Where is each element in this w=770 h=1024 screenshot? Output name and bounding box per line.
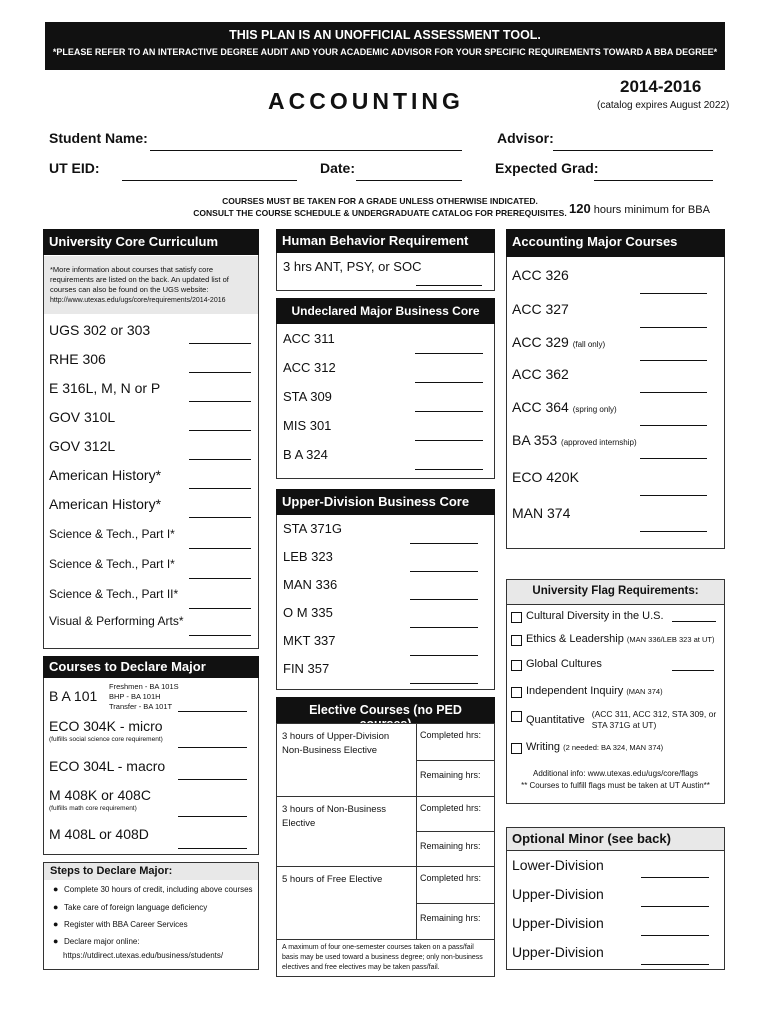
major-course xyxy=(512,301,569,317)
major-course-blank[interactable] xyxy=(640,360,707,361)
ut-eid-label: UT EID: xyxy=(49,160,100,176)
step-bullet: ● xyxy=(53,884,59,894)
undeclared-course-blank[interactable] xyxy=(415,440,483,441)
banner-line-1: THIS PLAN IS AN UNOFFICIAL ASSESSMENT TOOL. xyxy=(229,28,541,42)
ba101-course: B A 101 xyxy=(49,688,98,704)
step-item: Register with BBA Career Services xyxy=(64,920,188,929)
minor-item-blank[interactable] xyxy=(641,935,709,936)
flag-name: Independent Inquiry xyxy=(526,685,624,697)
undeclared-course: STA 309 xyxy=(283,389,332,404)
minor-item: Upper-Division xyxy=(512,915,604,931)
student-name-label: Student Name: xyxy=(49,130,148,146)
upper-course-blank[interactable] xyxy=(410,599,478,600)
major-course xyxy=(512,432,637,448)
flag-note: (ACC 311, ACC 312, STA 309, or STA 371G at UT) xyxy=(591,709,717,730)
major-course-name: ACC 364 xyxy=(512,399,569,415)
m408l-course: M 408L or 408D xyxy=(49,826,149,842)
upper-course: FIN 357 xyxy=(283,661,330,676)
elective-note: A maximum of four one-semester courses taken on a pass/fail basis may be used toward a business degree; only non-business electives and free electives may be taken pass/fail. xyxy=(282,944,483,971)
major-course xyxy=(512,366,569,382)
elective-row-divider xyxy=(276,866,495,867)
core-course: GOV 310L xyxy=(49,409,116,425)
major-course-name: ACC 327 xyxy=(512,301,569,317)
elective-completed-label: Completed hrs: xyxy=(420,730,482,740)
expected-grad-field[interactable] xyxy=(594,180,713,181)
upper-course-blank[interactable] xyxy=(410,655,478,656)
core-course-blank[interactable] xyxy=(189,401,251,402)
elective-remaining-label: Remaining hrs: xyxy=(420,913,481,923)
elective-mid-divider xyxy=(416,760,495,761)
core-course-blank[interactable] xyxy=(189,459,251,460)
flag-item xyxy=(526,610,664,622)
date-label: Date: xyxy=(320,160,356,176)
upper-course-blank[interactable] xyxy=(410,627,478,628)
major-course-blank[interactable] xyxy=(640,327,707,328)
core-course: American History* xyxy=(49,467,162,483)
major-course-blank[interactable] xyxy=(640,392,707,393)
upper-course-blank[interactable] xyxy=(410,543,478,544)
eco304k-note: (fulfills social science core requirement) xyxy=(49,736,163,743)
ba101-blank[interactable] xyxy=(178,711,247,712)
core-info-text: *More information about courses that satisfy core requirements are listed on the back. An updated list of courses can also be found on the UGS website: xyxy=(50,265,229,294)
upper-core-title: Upper-Division Business Core xyxy=(276,489,495,515)
flags-title: University Flag Requirements: xyxy=(532,585,699,597)
core-course-blank[interactable] xyxy=(189,578,251,579)
minor-item-blank[interactable] xyxy=(641,906,709,907)
undeclared-course: ACC 311 xyxy=(283,331,335,346)
flag-item xyxy=(526,709,717,731)
undeclared-course: ACC 312 xyxy=(283,360,336,375)
major-course-name: ACC 329 xyxy=(512,334,569,350)
core-course: UGS 302 or 303 xyxy=(49,322,151,338)
step-bullet: ● xyxy=(53,919,59,929)
flag-blank-global[interactable] xyxy=(672,670,714,671)
core-course: Science & Tech., Part II* xyxy=(49,587,179,601)
expected-grad-label: Expected Grad: xyxy=(495,160,599,176)
flag-item xyxy=(526,658,602,670)
eco304k-blank[interactable] xyxy=(178,747,247,748)
flag-blank-cultural[interactable] xyxy=(672,621,716,622)
student-name-field[interactable] xyxy=(150,150,462,151)
core-curriculum-title: University Core Curriculum xyxy=(43,229,259,255)
major-course-name: ACC 362 xyxy=(512,366,569,382)
flag-note: (MAN 336/LEB 323 at UT) xyxy=(626,635,715,644)
upper-course: LEB 323 xyxy=(283,549,333,564)
elective-completed-label: Completed hrs: xyxy=(420,873,482,883)
upper-course-blank[interactable] xyxy=(410,683,478,684)
flag-name: Cultural Diversity in the U.S. xyxy=(526,610,664,622)
minor-item: Lower-Division xyxy=(512,857,604,873)
core-course-blank[interactable] xyxy=(189,548,251,549)
core-course: GOV 312L xyxy=(49,438,116,454)
m408k-course: M 408K or 408C xyxy=(49,787,151,803)
flag-checkbox[interactable] xyxy=(511,711,522,722)
major-course xyxy=(512,334,605,350)
ba101-note-1: Freshmen - BA 101S xyxy=(109,682,179,691)
page-title: ACCOUNTING xyxy=(268,88,464,114)
elective-title: Elective Courses (no PED courses) xyxy=(276,697,495,723)
core-course: Science & Tech., Part I* xyxy=(49,527,175,541)
eco304k-course: ECO 304K - micro xyxy=(49,718,163,734)
undeclared-course: MIS 301 xyxy=(283,418,332,433)
flag-checkbox[interactable] xyxy=(511,660,522,671)
minor-item-blank[interactable] xyxy=(641,877,709,878)
step-item: Complete 30 hours of credit, including above courses xyxy=(64,885,253,894)
flag-name: Ethics & Leadership xyxy=(526,633,624,645)
step-item: Declare major online: xyxy=(64,937,140,946)
major-course-blank[interactable] xyxy=(640,458,707,459)
flag-name: Writing xyxy=(526,741,561,753)
minor-title: Optional Minor (see back) xyxy=(512,831,671,846)
minor-item: Upper-Division xyxy=(512,944,604,960)
flag-checkbox[interactable] xyxy=(511,743,522,754)
advisor-field[interactable] xyxy=(553,150,713,151)
notice-line-2: CONSULT THE COURSE SCHEDULE & UNDERGRADUATE CATALOG FOR PREREQUISITES. xyxy=(193,208,567,218)
undeclared-course-blank[interactable] xyxy=(415,382,483,383)
upper-course: O M 335 xyxy=(283,605,333,620)
m408k-note: (fulfills math core requirement) xyxy=(49,805,137,812)
major-course-note: (spring only) xyxy=(572,405,617,414)
elective-completed-label: Completed hrs: xyxy=(420,803,482,813)
major-course-blank[interactable] xyxy=(640,425,707,426)
major-title: Accounting Major Courses xyxy=(506,229,725,257)
ut-eid-field[interactable] xyxy=(122,180,297,181)
step-bullet: ● xyxy=(53,936,59,946)
core-course-blank[interactable] xyxy=(189,343,251,344)
core-course: Science & Tech., Part I* xyxy=(49,557,175,571)
top-banner xyxy=(45,22,725,70)
major-course-note: (approved internship) xyxy=(561,438,637,447)
elective-remaining-label: Remaining hrs: xyxy=(420,841,481,851)
flag-checkbox[interactable] xyxy=(511,687,522,698)
flag-note: (MAN 374) xyxy=(626,687,663,696)
date-field[interactable] xyxy=(356,180,462,181)
undeclared-core-title: Undeclared Major Business Core xyxy=(276,298,495,324)
upper-course-blank[interactable] xyxy=(410,571,478,572)
core-course: American History* xyxy=(49,496,162,512)
flag-item xyxy=(526,741,663,753)
elective-desc: 5 hours of Free Elective xyxy=(282,874,383,885)
major-course xyxy=(512,399,617,415)
hours-number: 120 xyxy=(569,201,591,216)
flag-name: Quantitative xyxy=(526,713,585,726)
undeclared-course-blank[interactable] xyxy=(415,469,483,470)
hours-text: hours minimum for BBA xyxy=(593,204,710,216)
steps-title: Steps to Declare Major: xyxy=(50,865,173,877)
upper-course: MKT 337 xyxy=(283,633,336,648)
minor-item-blank[interactable] xyxy=(641,964,709,965)
core-course-blank[interactable] xyxy=(189,488,251,489)
catalog-years: 2014-2016 xyxy=(620,77,702,96)
core-course-blank[interactable] xyxy=(189,372,251,373)
major-course xyxy=(512,469,579,485)
human-behavior-blank[interactable] xyxy=(416,285,482,286)
major-course xyxy=(512,267,569,283)
core-info-url: http://www.utexas.edu/ugs/core/requirements/2014-2016 xyxy=(50,297,226,304)
flag-name: Global Cultures xyxy=(526,658,602,670)
major-course-note: (fall only) xyxy=(572,340,606,349)
major-course-blank[interactable] xyxy=(640,293,707,294)
flag-checkbox[interactable] xyxy=(511,612,522,623)
notice-line-1: COURSES MUST BE TAKEN FOR A GRADE UNLESS OTHERWISE INDICATED. xyxy=(222,196,538,206)
undeclared-course-blank[interactable] xyxy=(415,353,483,354)
core-course-blank[interactable] xyxy=(189,635,251,636)
major-course-blank[interactable] xyxy=(640,495,707,496)
elective-desc: 3 hours of Upper-Division Non-Business Elective xyxy=(282,731,390,756)
flags-info-1: Additional info: www.utexas.edu/ugs/core/flags xyxy=(533,769,698,778)
minor-item: Upper-Division xyxy=(512,886,604,902)
core-course: E 316L, M, N or P xyxy=(49,380,161,396)
major-course-name: MAN 374 xyxy=(512,505,571,521)
step-bullet: ● xyxy=(53,902,59,912)
flag-item xyxy=(526,633,714,645)
m408k-blank[interactable] xyxy=(178,816,247,817)
elective-remaining-label: Remaining hrs: xyxy=(420,770,481,780)
human-behavior-title: Human Behavior Requirement xyxy=(276,229,495,253)
flag-checkbox[interactable] xyxy=(511,635,522,646)
undeclared-course-blank[interactable] xyxy=(415,411,483,412)
elective-row-divider xyxy=(276,723,495,724)
eco304l-blank[interactable] xyxy=(178,779,247,780)
elective-desc: 3 hours of Non-Business Elective xyxy=(282,804,387,829)
m408l-blank[interactable] xyxy=(178,848,247,849)
flag-item xyxy=(526,685,663,697)
step-item: Take care of foreign language deficiency xyxy=(64,903,208,912)
declare-major-title: Courses to Declare Major xyxy=(43,656,259,678)
catalog-expiry: (catalog expires August 2022) xyxy=(597,100,730,111)
elective-note-divider xyxy=(276,939,495,940)
steps-url: https://utdirect.utexas.edu/business/students/ xyxy=(63,951,224,960)
core-course: RHE 306 xyxy=(49,351,106,367)
major-course-blank[interactable] xyxy=(640,531,707,532)
banner-line-2: *PLEASE REFER TO AN INTERACTIVE DEGREE AUDIT AND YOUR ACADEMIC ADVISOR FOR YOUR SPECIFIC REQUIREMENTS TOWARD A BBA DEGREE* xyxy=(52,47,718,57)
undeclared-course: B A 324 xyxy=(283,447,328,462)
elective-mid-divider xyxy=(416,903,495,904)
ba101-note-3: Transfer - BA 101T xyxy=(109,702,173,711)
elective-mid-divider xyxy=(416,831,495,832)
upper-course: STA 371G xyxy=(283,521,343,536)
eco304l-course: ECO 304L - macro xyxy=(49,758,166,774)
major-course-name: ECO 420K xyxy=(512,469,579,485)
major-course-name: BA 353 xyxy=(512,432,558,448)
major-course-name: ACC 326 xyxy=(512,267,569,283)
flags-info-2: ** Courses to fulfill flags must be taken at UT Austin** xyxy=(521,781,710,790)
upper-course: MAN 336 xyxy=(283,577,338,592)
major-course xyxy=(512,505,570,521)
core-course-blank[interactable] xyxy=(189,517,251,518)
elective-row-divider xyxy=(276,796,495,797)
core-course-blank[interactable] xyxy=(189,608,251,609)
core-course: Visual & Performing Arts* xyxy=(49,614,184,628)
grade-notice xyxy=(150,195,610,219)
human-behavior-text: 3 hrs ANT, PSY, or SOC xyxy=(283,259,422,274)
ba101-note-2: BHP - BA 101H xyxy=(109,692,161,701)
core-course-blank[interactable] xyxy=(189,430,251,431)
hours-minimum xyxy=(569,201,710,216)
flag-note: (2 needed: BA 324, MAN 374) xyxy=(563,743,664,752)
advisor-label: Advisor: xyxy=(497,130,554,146)
